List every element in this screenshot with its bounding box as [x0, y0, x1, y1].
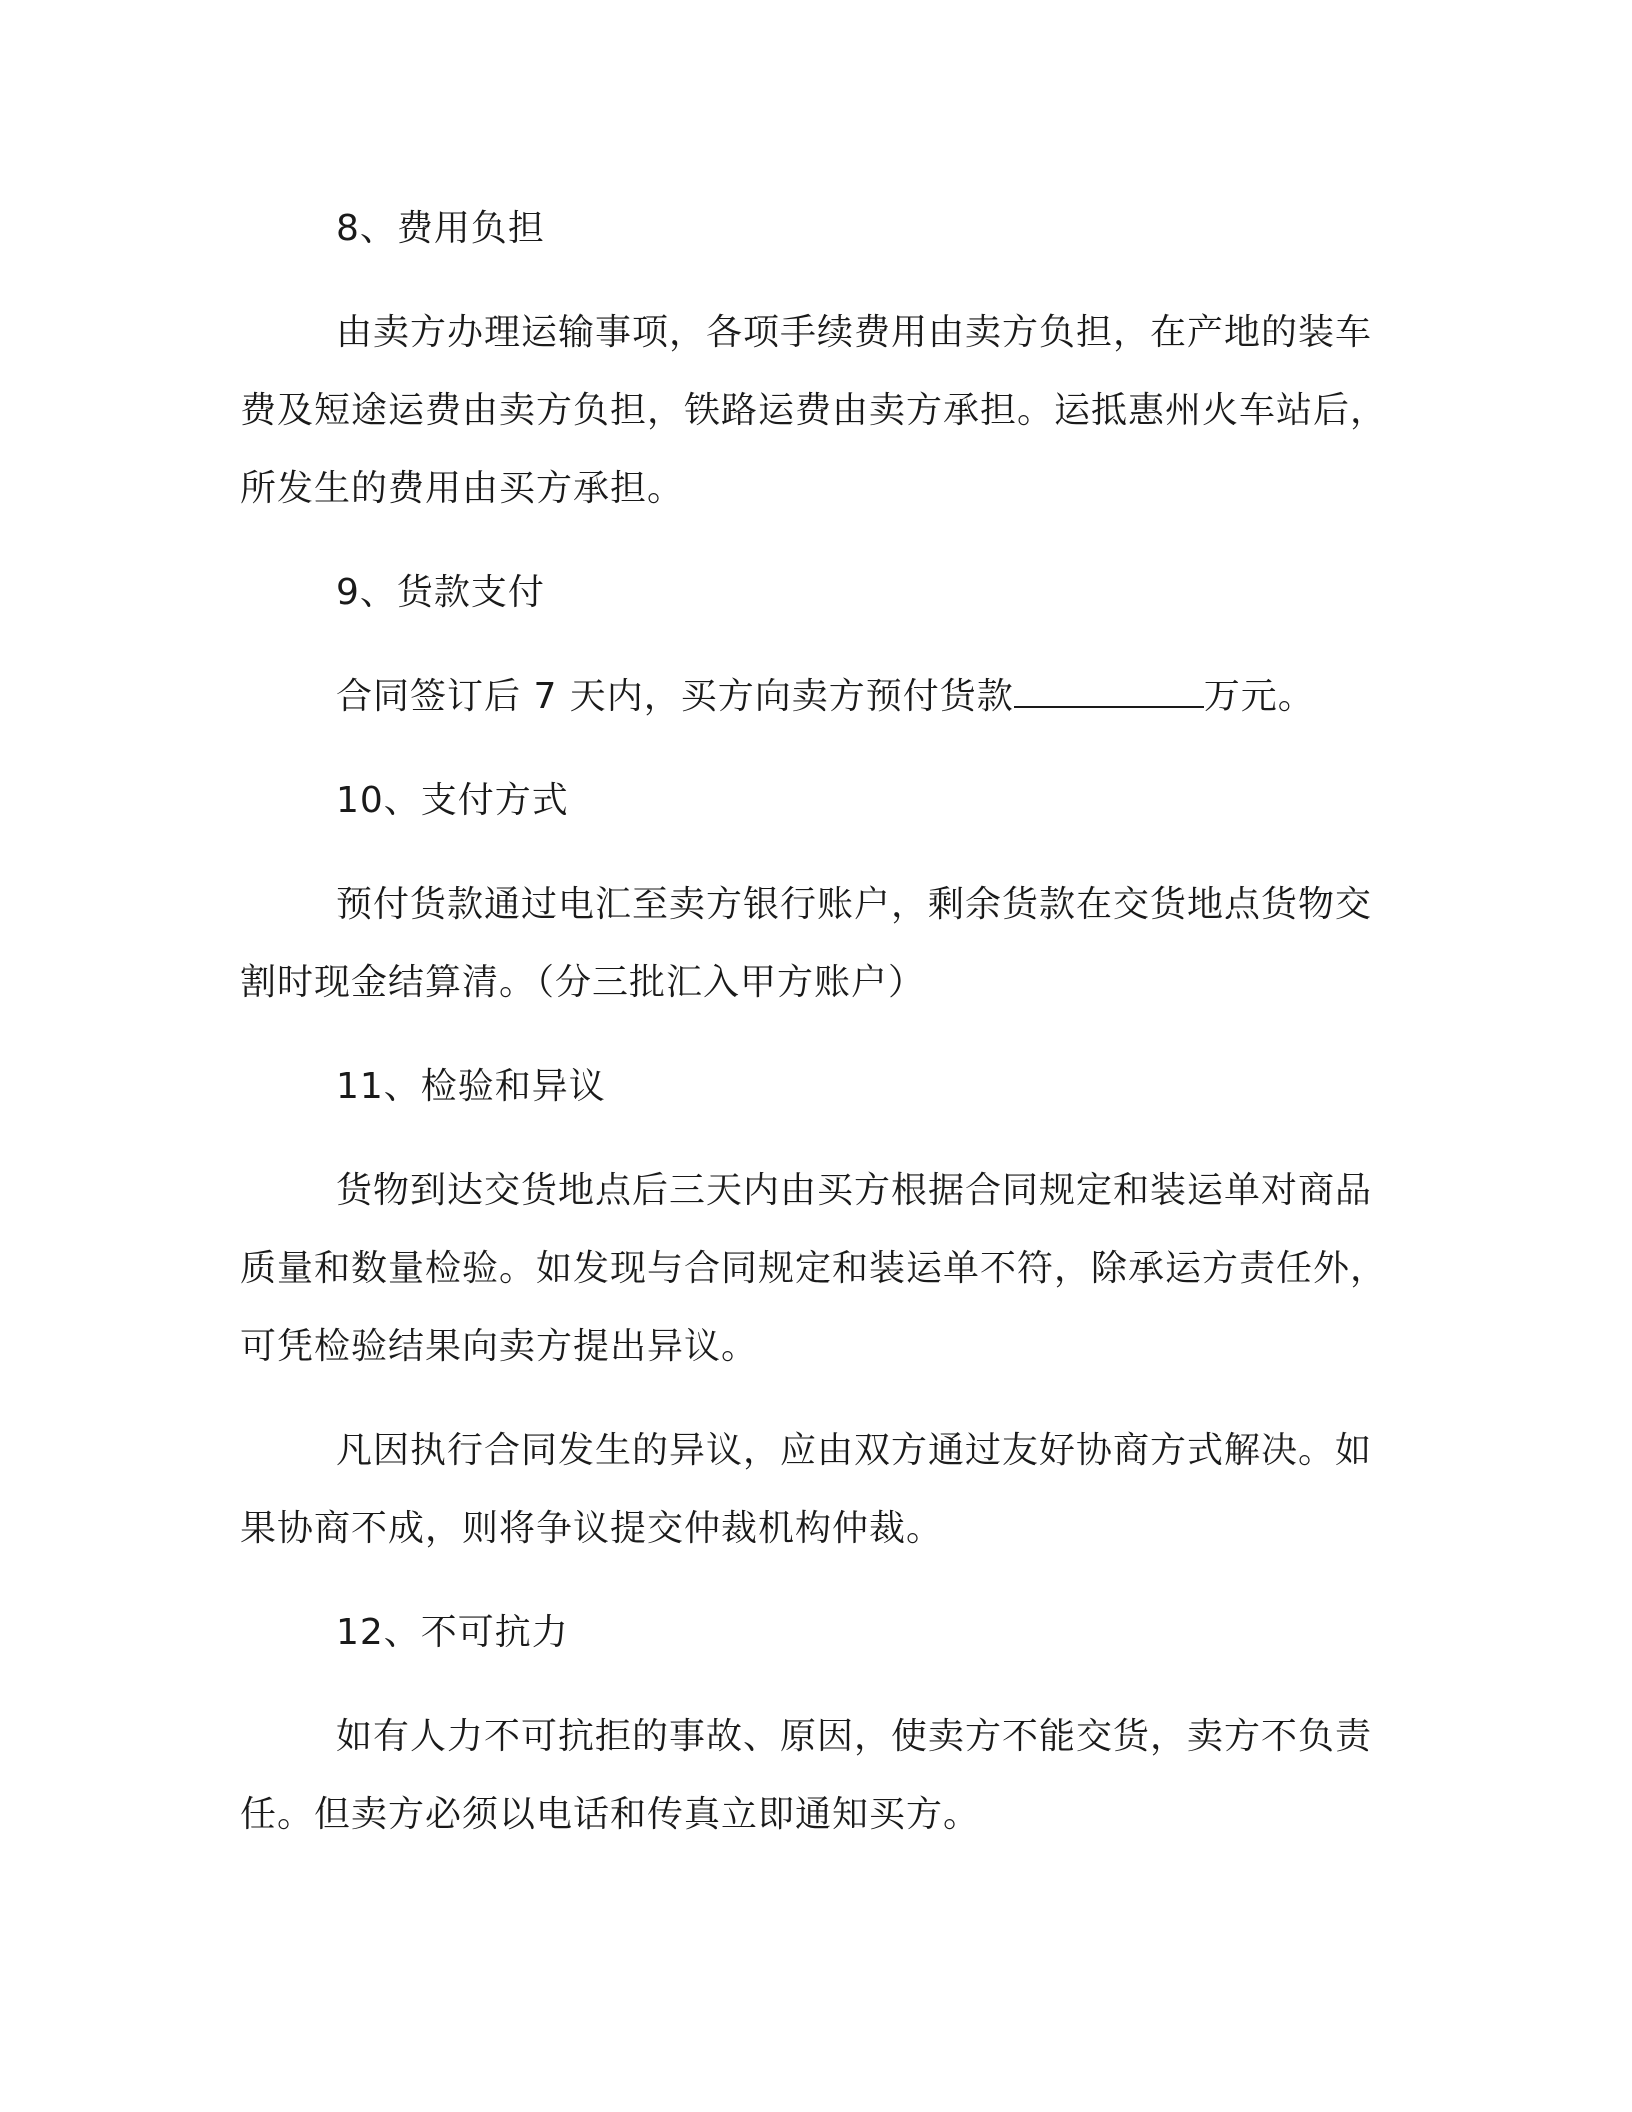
- section-11-heading: 11、检验和异议: [336, 1066, 606, 1107]
- section-8-paragraph: 由卖方办理运输事项，各项手续费用由卖方负担，在产地的装车费及短途运费由卖方负担，铁路运费由卖方承担。运抵惠州火车站后，所发生的费用由买方承担。: [240, 312, 1388, 509]
- section-12-heading: 12、不可抗力: [336, 1612, 569, 1653]
- section-11-paragraph-2: 凡因执行合同发生的异议，应由双方通过友好协商方式解决。如果协商不成，则将争议提交仲裁机构仲裁。: [240, 1430, 1373, 1549]
- section-12-paragraph: 如有人力不可抗拒的事故、原因，使卖方不能交货，卖方不负责任。但卖方必须以电话和传真立即通知买方。: [240, 1716, 1373, 1835]
- section-11-paragraph-1: 货物到达交货地点后三天内由买方根据合同规定和装运单对商品质量和数量检验。如发现与合同规定和装运单不符，除承运方责任外，可凭检验结果向卖方提出异议。: [240, 1170, 1388, 1367]
- section-8-heading: 8、费用负担: [336, 208, 545, 249]
- section-9-text-before-blank: 合同签订后 7 天内，买方向卖方预付货款: [336, 676, 1014, 717]
- section-10-paragraph: 预付货款通过电汇至卖方银行账户，剩余货款在交货地点货物交割时现金结算清。（分三批汇入甲方账户）: [240, 884, 1373, 1003]
- amount-blank-line: [1014, 676, 1204, 708]
- section-10-heading: 10、支付方式: [336, 780, 569, 821]
- section-9-paragraph: [240, 658, 1390, 736]
- section-9-text-after-blank: 万元。: [1203, 676, 1315, 717]
- document-body: [240, 190, 1390, 1854]
- section-9-heading: 9、货款支付: [336, 572, 545, 613]
